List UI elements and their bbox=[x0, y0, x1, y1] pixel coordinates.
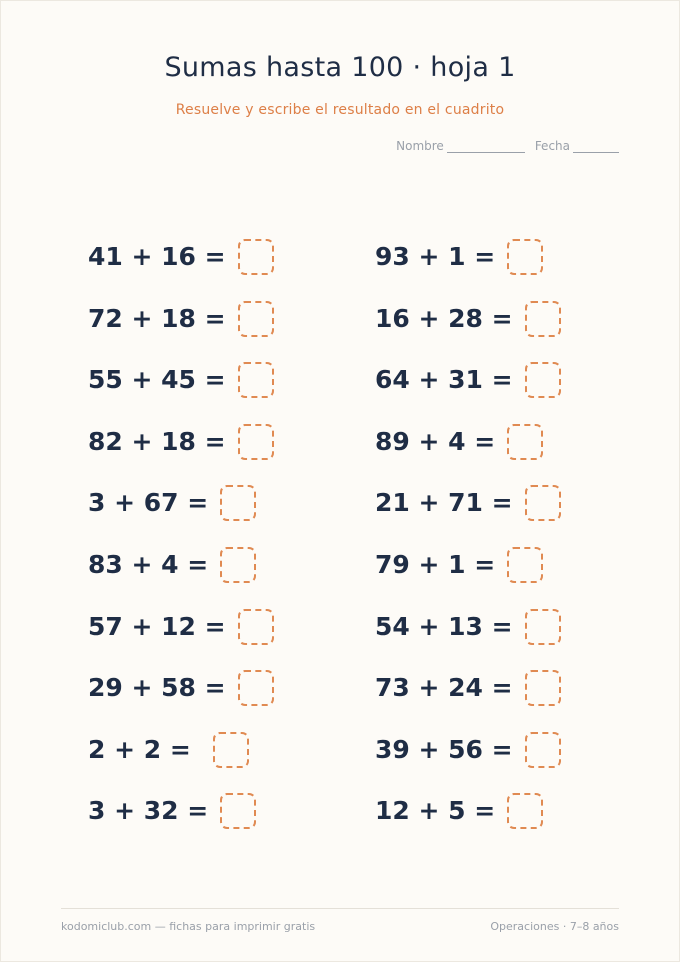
equation: 73 + 24 = bbox=[375, 673, 513, 703]
answer-box[interactable] bbox=[213, 732, 249, 768]
exercise-item bbox=[88, 607, 274, 669]
page-subtitle: Resuelve y escribe el resultado en el cuadrito bbox=[175, 102, 505, 118]
equation: 12 + 5 = bbox=[375, 796, 496, 826]
date-label: Fecha bbox=[534, 139, 570, 153]
equation: 21 + 71 = bbox=[375, 488, 513, 518]
exercise-item bbox=[375, 791, 561, 853]
exercise-item bbox=[88, 483, 274, 545]
equation: 54 + 13 = bbox=[375, 611, 513, 641]
exercise-item bbox=[88, 360, 274, 422]
answer-box[interactable] bbox=[220, 547, 256, 583]
equation: 41 + 16 = bbox=[88, 242, 226, 271]
equation: 79 + 1 = bbox=[375, 549, 496, 579]
exercise-column-right bbox=[375, 237, 561, 853]
exercise-item bbox=[88, 730, 274, 792]
answer-box[interactable] bbox=[525, 609, 561, 645]
exercise-item bbox=[375, 360, 561, 422]
equation: 55 + 45 = bbox=[88, 365, 226, 395]
equation: 64 + 31 = bbox=[375, 365, 513, 395]
student-info bbox=[396, 139, 619, 153]
answer-box[interactable] bbox=[525, 732, 561, 768]
exercise-item bbox=[375, 607, 561, 669]
exercise-item bbox=[375, 237, 561, 299]
exercise-item bbox=[88, 237, 274, 299]
page-title: Sumas hasta 100 · hoja 1 bbox=[164, 52, 516, 83]
equation: 16 + 28 = bbox=[375, 303, 513, 333]
answer-box[interactable] bbox=[238, 362, 274, 398]
answer-box[interactable] bbox=[238, 670, 274, 706]
exercise-item bbox=[375, 668, 561, 730]
exercise-item bbox=[88, 422, 274, 484]
exercise-item bbox=[88, 791, 274, 853]
exercise-item bbox=[88, 299, 274, 361]
answer-box[interactable] bbox=[507, 424, 543, 460]
exercise-column-left bbox=[88, 237, 274, 853]
equation: 2 + 2 = bbox=[88, 734, 191, 764]
exercise-item bbox=[88, 545, 274, 607]
exercise-item bbox=[375, 422, 561, 484]
equation: 39 + 56 = bbox=[375, 734, 513, 764]
equation: 3 + 67 = bbox=[88, 488, 209, 518]
name-blank[interactable] bbox=[447, 142, 525, 153]
exercise-item bbox=[88, 668, 274, 730]
answer-box[interactable] bbox=[238, 609, 274, 645]
footer-category: Operaciones · 7–8 años bbox=[490, 920, 619, 933]
answer-box[interactable] bbox=[507, 547, 543, 583]
equation: 29 + 58 = bbox=[88, 673, 226, 703]
name-label: Nombre bbox=[396, 139, 444, 153]
exercise-item bbox=[375, 730, 561, 792]
answer-box[interactable] bbox=[238, 424, 274, 460]
equation: 93 + 1 = bbox=[375, 242, 496, 271]
equation: 3 + 32 = bbox=[88, 796, 209, 826]
exercise-item bbox=[375, 545, 561, 607]
answer-box[interactable] bbox=[525, 670, 561, 706]
equation: 89 + 4 = bbox=[375, 426, 496, 456]
equation: 83 + 4 = bbox=[88, 549, 209, 579]
answer-box[interactable] bbox=[220, 793, 256, 829]
equation: 57 + 12 = bbox=[88, 611, 226, 641]
answer-box[interactable] bbox=[507, 239, 543, 275]
answer-box[interactable] bbox=[525, 362, 561, 398]
answer-box[interactable] bbox=[220, 485, 256, 521]
footer-divider bbox=[61, 908, 619, 909]
answer-box[interactable] bbox=[507, 793, 543, 829]
answer-box[interactable] bbox=[238, 301, 274, 337]
equation: 72 + 18 = bbox=[88, 303, 226, 333]
equation: 82 + 18 = bbox=[88, 426, 226, 456]
footer-site-credit: kodomiclub.com — fichas para imprimir gratis bbox=[61, 920, 316, 933]
date-blank[interactable] bbox=[573, 142, 619, 153]
exercise-item bbox=[375, 483, 561, 545]
answer-box[interactable] bbox=[525, 301, 561, 337]
answer-box[interactable] bbox=[525, 485, 561, 521]
answer-box[interactable] bbox=[238, 239, 274, 275]
exercise-item bbox=[375, 299, 561, 361]
